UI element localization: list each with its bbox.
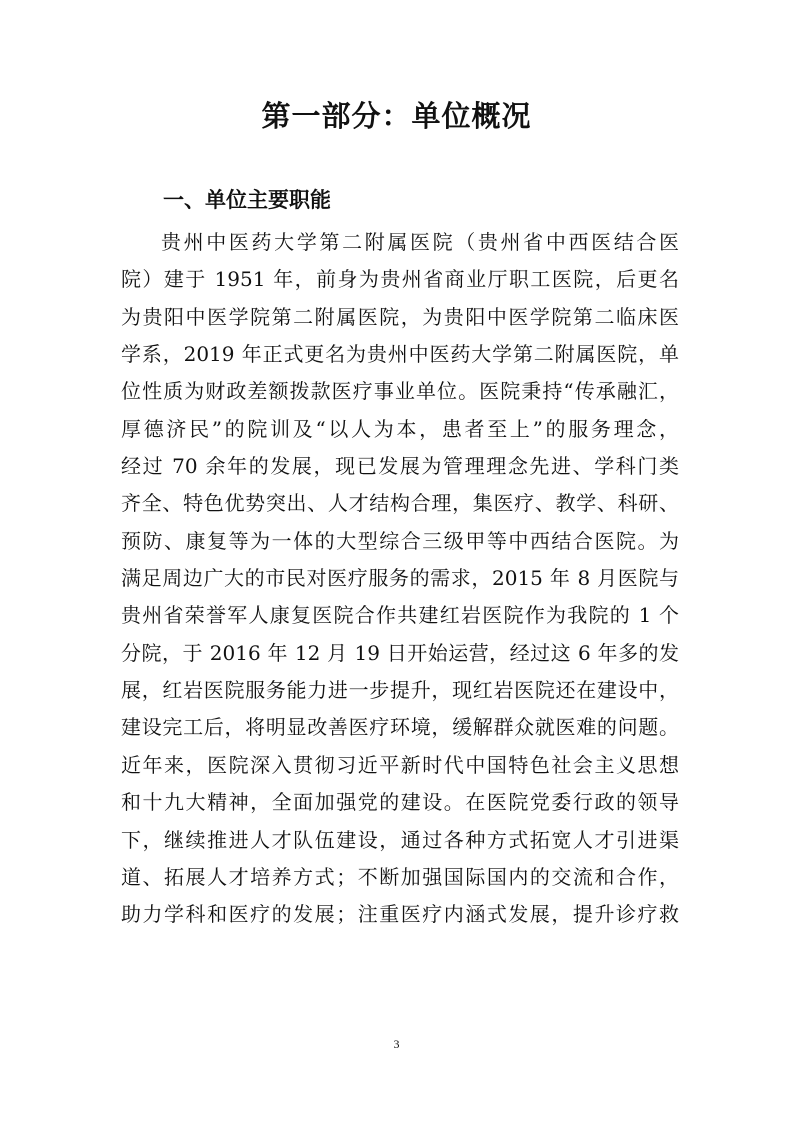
page-title: 第一部分：单位概况 <box>261 99 532 133</box>
section-heading: 一、单位主要职能 <box>163 188 331 212</box>
paragraph-line: 贵州中医药大学第二附属医院（贵州省中西医结合医 <box>161 230 679 254</box>
paragraph-line: 预防、康复等为一体的大型综合三级甲等中西结合医院。为 <box>121 528 679 553</box>
paragraph-line: 位性质为财政差额拨款医疗事业单位。医院秉持“传承融汇， <box>121 379 679 404</box>
paragraph-line: 院）建于 1951 年，前身为贵州省商业厅职工医院，后更名 <box>121 267 679 292</box>
page-number: 3 <box>393 1037 400 1051</box>
paragraph-line: 助力学科和医疗的发展；注重医疗内涵式发展，提升诊疗救 <box>121 902 679 927</box>
paragraph-line: 满足周边广大的市民对医疗服务的需求，2015 年 8 月医院与 <box>121 566 679 591</box>
paragraph-line: 学系，2019 年正式更名为贵州中医药大学第二附属医院，单 <box>121 342 679 367</box>
paragraph-line: 经过 70 余年的发展，现已发展为管理理念先进、学科门类 <box>121 454 679 479</box>
paragraph-line: 贵州省荣誉军人康复医院合作共建红岩医院作为我院的 1 个 <box>121 603 679 628</box>
paragraph-line: 下，继续推进人才队伍建设，通过各种方式拓宽人才引进渠 <box>121 827 679 852</box>
body-paragraph <box>121 224 679 934</box>
paragraph-line: 和十九大精神，全面加强党的建设。在医院党委行政的领导 <box>121 790 679 815</box>
paragraph-line: 齐全、特色优势突出、人才结构合理，集医疗、教学、科研、 <box>121 491 679 516</box>
paragraph-line: 分院，于 2016 年 12 月 19 日开始运营，经过这 6 年多的发 <box>121 640 679 665</box>
paragraph-line: 道、拓展人才培养方式；不断加强国际国内的交流和合作， <box>121 864 679 889</box>
paragraph-line: 厚德济民”的院训及“以人为本，患者至上”的服务理念， <box>121 416 679 441</box>
paragraph-line: 为贵阳中医学院第二附属医院，为贵阳中医学院第二临床医 <box>121 304 679 329</box>
paragraph-line: 建设完工后，将明显改善医疗环境，缓解群众就医难的问题。 <box>121 715 679 740</box>
paragraph-line: 近年来，医院深入贯彻习近平新时代中国特色社会主义思想 <box>121 752 679 777</box>
paragraph-line: 展，红岩医院服务能力进一步提升，现红岩医院还在建设中， <box>121 678 679 703</box>
